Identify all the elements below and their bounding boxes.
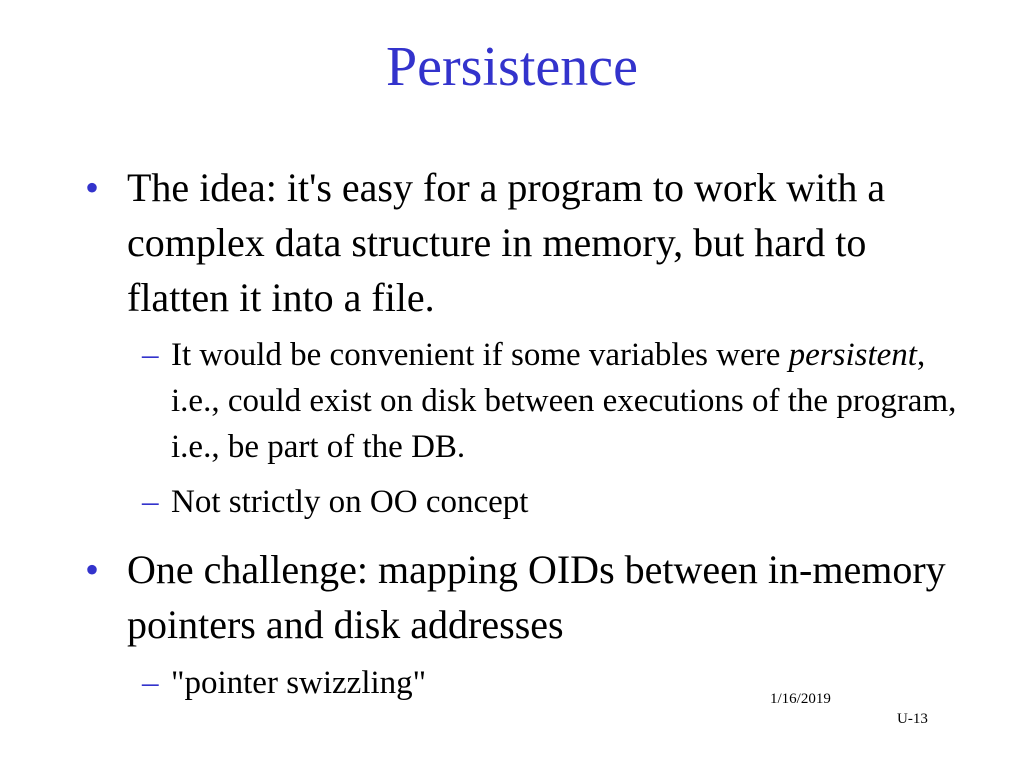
sub-bullet-persistent-text	[171, 332, 972, 470]
sub-bullet-persistent	[142, 332, 972, 470]
bullet-challenge	[85, 542, 965, 652]
sub-bullet-swizzling-text: "pointer swizzling"	[171, 665, 427, 701]
sub-bullet-persistent-before: It would be convenient if some variables were	[171, 337, 789, 373]
bullet-idea-text: The idea: it's easy for a program to work with a complex data structure in memory, but hard to flatten it into a file.	[127, 165, 886, 320]
sub-bullet-marker: –	[142, 484, 159, 520]
bullet-marker: •	[85, 165, 100, 210]
sub-bullet-marker: –	[142, 665, 159, 701]
footer-date: 1/16/2019	[770, 691, 831, 707]
persistent-emphasis: persistent	[788, 337, 917, 373]
bullet-marker: •	[85, 547, 100, 592]
sub-bullet-oo	[142, 479, 972, 525]
sub-bullet-marker: –	[142, 337, 159, 373]
sub-bullet-persistent-after: , i.e., could exist on disk between executions of the program, i.e., be part of the DB.	[171, 337, 957, 465]
bullet-challenge-text: One challenge: mapping OIDs between in-memory pointers and disk addresses	[127, 547, 946, 647]
slide-title: Persistence	[386, 36, 638, 98]
footer-page-number: U-13	[897, 711, 928, 727]
sub-bullet-oo-text: Not strictly on OO concept	[171, 484, 529, 520]
sub-bullet-swizzling	[142, 660, 972, 706]
bullet-idea	[85, 160, 965, 325]
